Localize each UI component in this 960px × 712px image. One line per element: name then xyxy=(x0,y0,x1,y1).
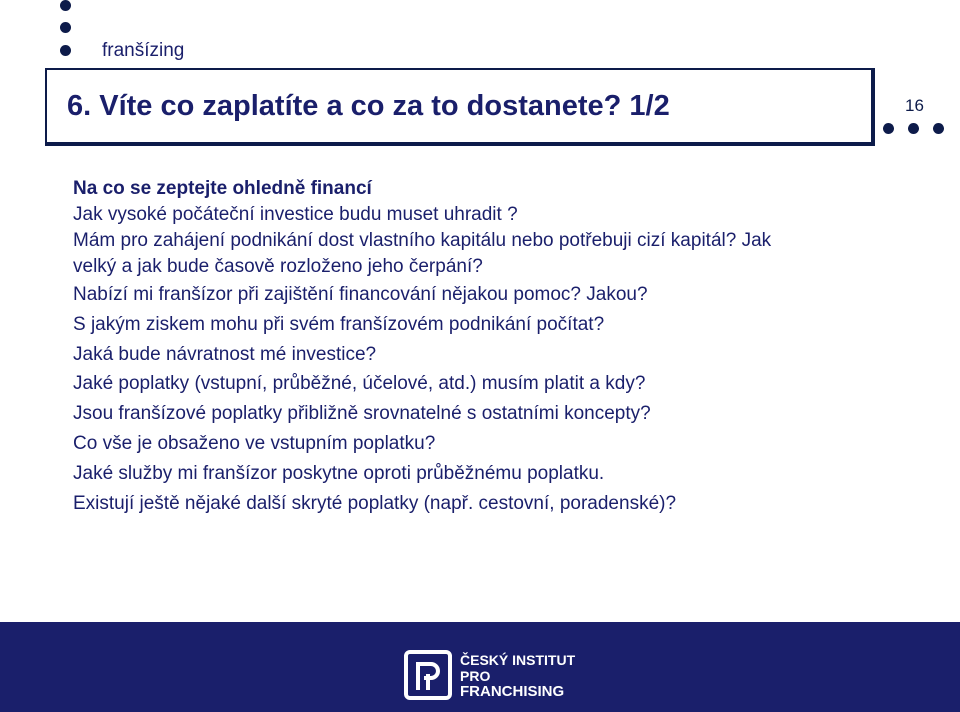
question-line: Jaké poplatky (vstupní, průběžné, účelové, atd.) musím platit a kdy? xyxy=(73,373,646,395)
cif-logo-icon xyxy=(404,650,452,700)
question-line: Jaké služby mi franšízor poskytne oproti průběžnému poplatku. xyxy=(73,462,605,484)
question-line: S jakým ziskem mohu při svém franšízovém podnikání počítat? xyxy=(73,313,605,335)
section-label: franšízing xyxy=(102,40,185,61)
logo-line: FRANCHISING xyxy=(460,683,565,700)
decor-dot-icon xyxy=(60,0,71,11)
question-line: Jaká bude návratnost mé investice? xyxy=(73,343,377,365)
decor-dot-icon xyxy=(883,123,894,134)
question-line: velký a jak bude časově rozloženo jeho čerpání? xyxy=(73,256,483,277)
question-line: Nabízí mi franšízor při zajištění financování nějakou pomoc? Jakou? xyxy=(73,284,648,305)
logo-line: PRO xyxy=(460,668,491,684)
decor-dot-icon xyxy=(908,123,919,134)
question-line: Jak vysoké počáteční investice budu muset uhradit ? xyxy=(73,204,518,225)
footer-bar xyxy=(0,622,960,712)
content-heading: Na co se zeptejte ohledně financí xyxy=(73,178,372,199)
question-line: Existují ještě nějaké další skryté poplatky (např. cestovní, poradenské)? xyxy=(73,492,677,514)
slide-content xyxy=(73,176,913,518)
slide-number: 16 xyxy=(905,96,924,115)
slide-title: 6. Víte co zaplatíte a co za to dostanete? 1/2 xyxy=(67,90,670,122)
decor-dot-icon xyxy=(60,45,71,56)
title-box xyxy=(45,68,875,146)
logo-line: ČESKÝ INSTITUT xyxy=(460,652,576,668)
decor-dot-icon xyxy=(933,123,944,134)
question-line: Mám pro zahájení podnikání dost vlastního kapitálu nebo potřebuji cizí kapitál? Jak xyxy=(73,230,772,251)
logo-text xyxy=(460,652,575,700)
decor-dot-icon xyxy=(60,22,71,33)
question-list xyxy=(73,202,913,518)
question-line: Jsou franšízové poplatky přibližně srovnatelné s ostatními koncepty? xyxy=(73,403,651,425)
question-line: Co vše je obsaženo ve vstupním poplatku? xyxy=(73,432,436,454)
